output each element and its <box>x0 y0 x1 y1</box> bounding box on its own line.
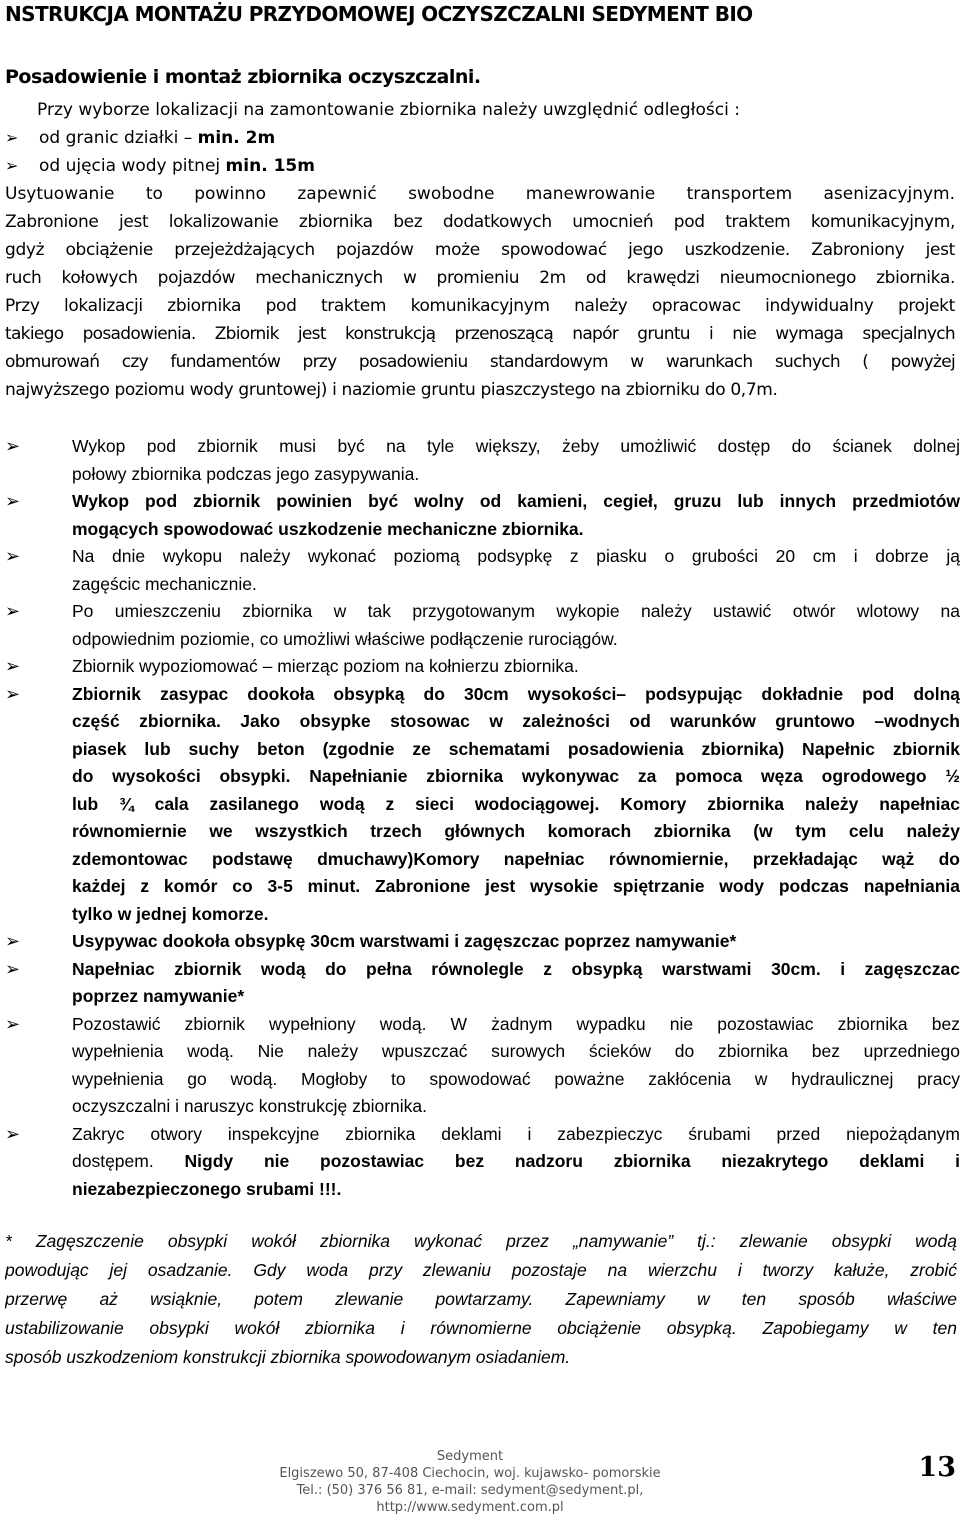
footnote-line: ustabilizowanie obsypki wokół zbiornika i równomierne obciążenie obsypką. Zapobiegamy w ten <box>5 1318 957 1338</box>
list-item-line <box>72 901 960 929</box>
arrow-bullet-icon: ➢ <box>5 1123 21 1145</box>
list-item <box>5 928 960 956</box>
list-item-line <box>72 983 960 1011</box>
arrow-bullet-icon: ➢ <box>5 656 21 677</box>
list-item-text: dostępem. <box>72 1151 185 1171</box>
arrow-bullet-icon: ➢ <box>5 546 21 567</box>
footnote-line: * Zagęszczenie obsypki wokół zbiornika wykonać przez „namywanie” tj.: zlewanie obsypki wodą <box>5 1231 957 1251</box>
list-item <box>5 681 960 929</box>
list-item-line <box>72 791 960 819</box>
footnote <box>5 1227 957 1372</box>
list-item-line <box>72 598 960 626</box>
list-item-text: Wykop pod zbiornik powinien być wolny od kamieni, cegieł, gruzu lub innych przedmiotów <box>72 491 960 511</box>
page-number: 13 <box>918 1452 956 1483</box>
list-item-line <box>72 488 960 516</box>
arrow-bullet-icon: ➢ <box>5 436 21 457</box>
intro-line: Usytuowanie to powinno zapewnić swobodne manewrowanie transportem asenizacyjnym. <box>5 184 955 204</box>
footer-website: http://www.sedyment.com.pl <box>376 1500 564 1515</box>
intro-line: Przy lokalizacji zbiornika pod traktem komunikacyjnym należy opracowac indywidualny projekt <box>5 296 955 316</box>
list-item <box>5 1121 960 1204</box>
list-item <box>5 598 960 653</box>
list-item-line <box>72 571 960 599</box>
list-item-text: zagęścic mechanicznie. <box>72 573 257 594</box>
list-item-line <box>72 1011 960 1039</box>
list-item-line <box>72 461 960 489</box>
document-title: NSTRUKCJA MONTAŻU PRZYDOMOWEJ OCZYSZCZALNI SEDYMENT BIO <box>5 2 753 26</box>
list-item <box>5 488 960 543</box>
list-item-text: wypełnienia go wodą. Mogłoby to spowodować poważne zakłócenia w hydraulicznej pracy <box>72 1068 960 1089</box>
list-item-line <box>72 1121 960 1149</box>
list-item-text: równomiernie we wszystkich trzech głównych komorach zbiornika (w tym celu należy <box>72 821 960 841</box>
list-item-text: oczyszczalni i naruszyc konstrukcję zbiornika. <box>72 1096 427 1116</box>
list-item-line <box>72 928 960 956</box>
arrow-bullet-icon: ➢ <box>5 958 21 980</box>
list-item-text: zdemontowac podstawę dmuchawy)Komory napełniac równomiernie, przekładając wąż do <box>72 848 960 869</box>
page-footer <box>250 1448 690 1516</box>
list-item-text: Zbiornik wypoziomować – mierząc poziom na kołnierzu zbiornika. <box>72 656 579 676</box>
list-item-line <box>72 653 960 681</box>
list-item-text: lub ¾ cala zasilanego wodą z sieci wodociągowej. Komory zbiornika należy napełniac <box>72 793 960 814</box>
list-item-text: Usypywac dookoła obsypkę 30cm warstwami i zagęszczac poprzez namywanie* <box>72 931 737 951</box>
list-item-text: Pozostawić zbiornik wypełniony wodą. W żadnym wypadku nie pozostawiac zbiornika bez <box>72 1013 960 1034</box>
list-item-line <box>72 763 960 791</box>
list-item <box>5 956 960 1011</box>
list-item-line <box>72 956 960 984</box>
list-item-line <box>72 626 960 654</box>
intro-line: gdyż obciążenie przejeżdżających pojazdów może spowodować jego uszkodzenie. Zabroniony jest <box>5 240 955 260</box>
intro-line: Zabronione jest lokalizowanie zbiornika bez dodatkowych umocnień pod traktem komunikacyjnym, <box>5 212 955 232</box>
footer-contact: Tel.: (50) 376 56 81, e-mail: sedyment@sedyment.pl, <box>296 1483 644 1498</box>
list-item-text: Zbiornik zasypac dookoła obsypką do 30cm wysokości– podsypując dokładnie pod dolną <box>72 683 960 704</box>
footnote-line: przerwę aż wsiąknie, potem zlewanie powtarzamy. Zapewniamy w ten sposób właściwe <box>5 1289 957 1309</box>
intro-line: najwyższego poziomu wody gruntowej) i naziomie gruntu piaszczystego na zbiorniku do 0,7m. <box>5 380 778 400</box>
footer-company: Sedyment <box>436 1449 504 1464</box>
list-item-text: niezabezpieczonego srubami !!!. <box>72 1178 342 1199</box>
list-item-line <box>72 818 960 846</box>
list-item-line <box>72 846 960 874</box>
arrow-bullet-icon: ➢ <box>5 156 19 175</box>
list-item-text: mogących spowodować uszkodzenie mechaniczne zbiornika. <box>72 518 584 539</box>
arrow-bullet-icon: ➢ <box>5 128 19 147</box>
arrow-bullet-icon: ➢ <box>5 491 21 512</box>
list-item-text: Napełniac zbiornik wodą do pełna równolegle z obsypką warstwami 30cm. i zagęszczac <box>72 958 960 979</box>
list-item-text: wypełnienia wodą. Nie należy wpuszczać surowych ścieków do zbiornika bez uprzedniego <box>72 1041 960 1061</box>
list-item-text: Wykop pod zbiornik musi być na tyle większy, żeby umożliwić dostęp do ścianek dolnej <box>72 436 960 456</box>
list-item-line <box>72 681 960 709</box>
list-item-text: odpowiednim poziomie, co umożliwi właściwe podłączenie rurociągów. <box>72 628 618 649</box>
list-item-text: każdej z komór co 3-5 minut. Zabronione jest wysokie spiętrzanie wody podczas napełniania <box>72 876 960 896</box>
list-item-text: piasek lub suchy beton (zgodnie ze schematami posadowienia zbiornika) Napełnic zbiornik <box>72 738 960 759</box>
list-item-text: tylko w jednej komorze. <box>72 903 269 924</box>
list-item-text: Po umieszczeniu zbiornika w tak przygotowanym wykopie należy ustawić otwór wlotowy na <box>72 601 960 621</box>
list-item-line <box>72 1093 960 1121</box>
list-item-text: do wysokości obsypki. Napełnianie zbiornika wykonywac za pomoca węza ogrodowego ½ <box>72 766 960 786</box>
list-item-text: Nigdy nie pozostawiac bez nadzoru zbiornika niezakrytego deklami i <box>184 1151 960 1171</box>
footnote-line: sposób uszkodzeniom konstrukcji zbiornika spowodowanym osiadaniem. <box>5 1347 571 1367</box>
list-item-line <box>72 873 960 901</box>
list-item-line <box>72 708 960 736</box>
list-item-line <box>72 433 960 461</box>
list-item <box>5 1011 960 1121</box>
distance-item: ➢ od granic działki – min. 2m <box>5 124 955 152</box>
list-item <box>5 653 960 681</box>
arrow-bullet-icon: ➢ <box>5 1013 21 1035</box>
list-item <box>5 433 960 488</box>
arrow-bullet-icon: ➢ <box>5 931 21 952</box>
list-item-line <box>72 543 960 571</box>
list-item-line <box>72 516 960 544</box>
list-item-line <box>72 1066 960 1094</box>
arrow-bullet-icon: ➢ <box>5 601 21 622</box>
list-item-text: Zakryc otwory inspekcyjne zbiornika deklami i zabezpieczyc śrubami przed niepożądanym <box>72 1123 960 1144</box>
arrow-bullet-icon: ➢ <box>5 683 21 705</box>
list-item-text: poprzez namywanie* <box>72 986 245 1006</box>
list-item-text: część zbiornika. Jako obsypke stosowac w zależności od warunków gruntowo –wodnych <box>72 711 960 731</box>
footnote-line: powodując jej osadzanie. Gdy woda przy zlewaniu pozostaje na wierzchu i tworzy kałuże, zrobić <box>5 1260 957 1280</box>
intro-line: takiego posadowienia. Zbiornik jest konstrukcją przenoszącą napór gruntu i nie wymaga specjalnych <box>5 324 955 344</box>
instruction-list <box>5 433 960 1203</box>
intro-lead: Przy wyborze lokalizacji na zamontowanie zbiornika należy uwzględnić odległości : <box>37 100 740 120</box>
list-item-line <box>72 1148 960 1176</box>
list-item-text: Na dnie wykopu należy wykonać poziomą podsypkę z piasku o grubości 20 cm i dobrze ją <box>72 546 960 566</box>
list-item-line <box>72 736 960 764</box>
list-item-line <box>72 1176 960 1204</box>
list-item-line <box>72 1038 960 1066</box>
list-item-text: połowy zbiornika podczas jego zasypywania. <box>72 463 420 484</box>
list-item <box>5 543 960 598</box>
distance-item: ➢ od ujęcia wody pitnej min. 15m <box>5 152 955 180</box>
intro-line: ruch kołowych pojazdów mechanicznych w promieniu 2m od krawędzi nieumocnionego zbiornika. <box>5 268 955 288</box>
section-title: Posadowienie i montaż zbiornika oczyszczalni. <box>5 66 481 88</box>
intro-line: obmurowań czy fundamentów przy posadowieniu standardowym w warunkach suchych ( powyżej <box>5 352 955 372</box>
intro-paragraph <box>5 96 955 404</box>
footer-address: Elgiszewo 50, 87-408 Ciechocin, woj. kujawsko- pomorskie <box>279 1466 661 1481</box>
